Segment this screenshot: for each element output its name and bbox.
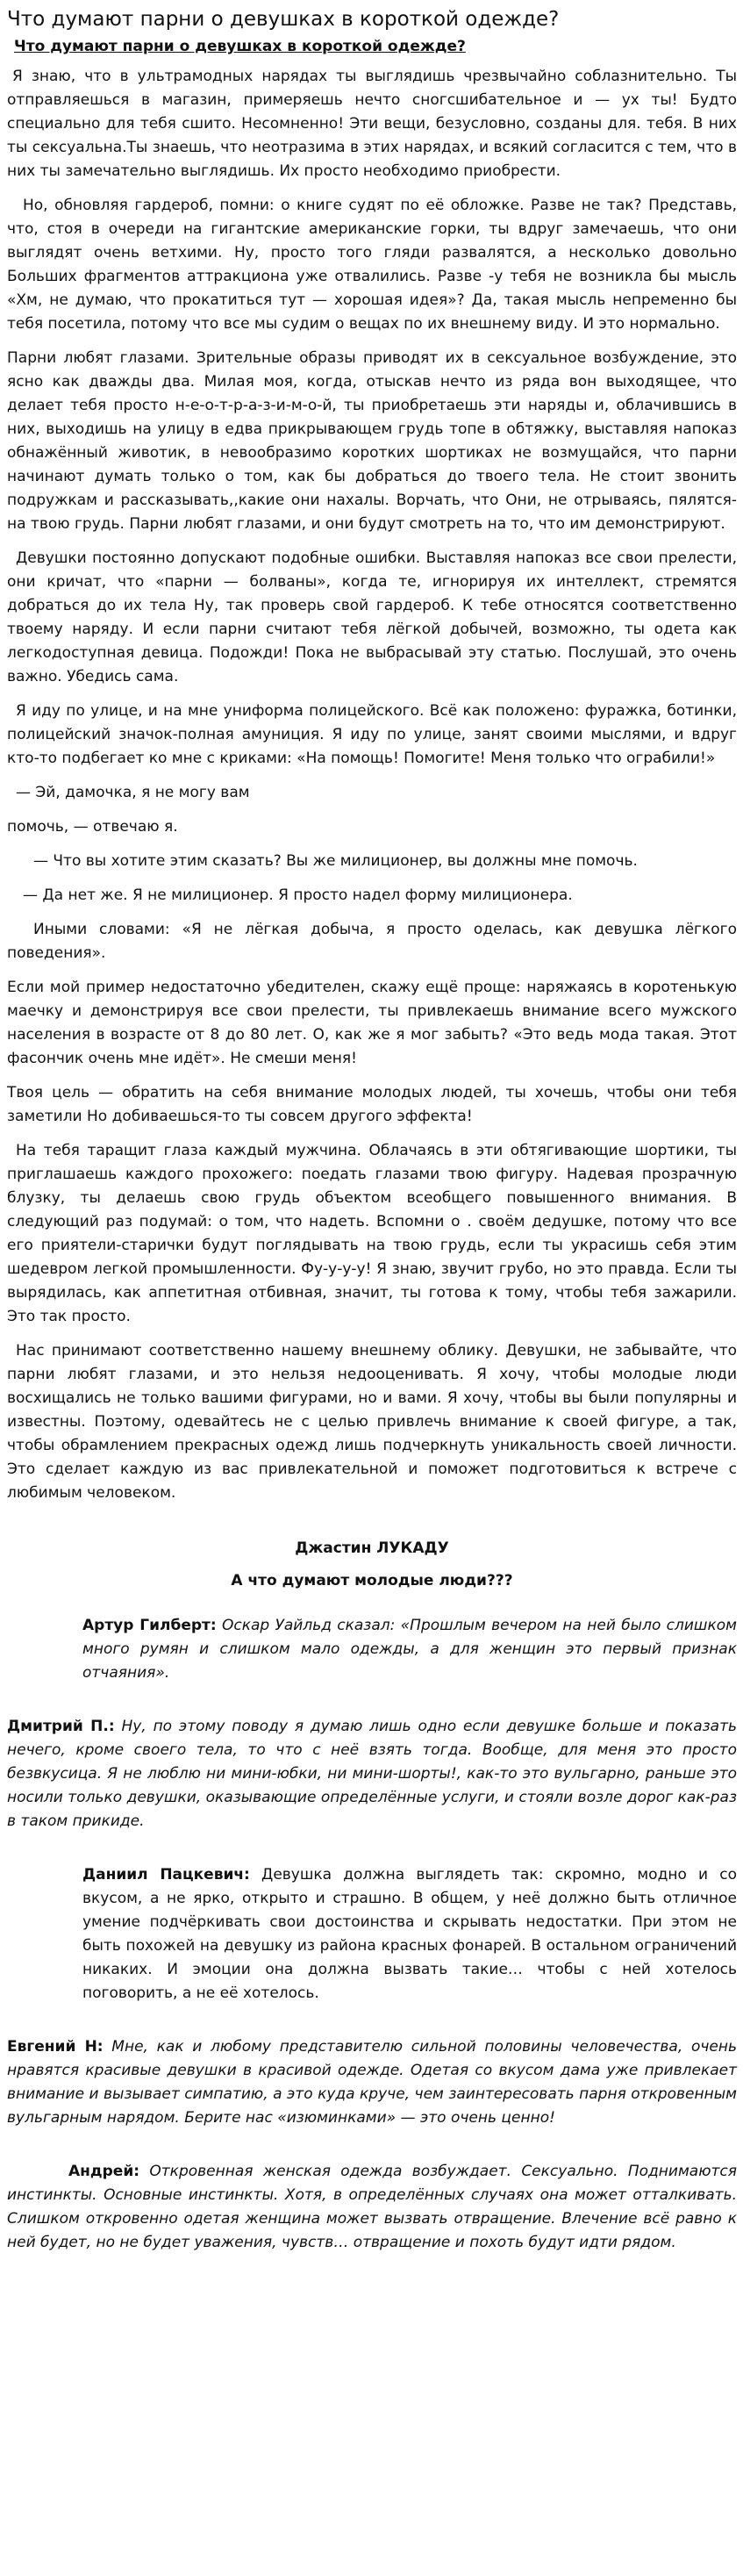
paragraph: Я иду по улице, и на мне униформа полицейского. Всё как положено: фуражка, ботинки, полицейский значок-полная амуниция. Я иду по улице, занят своими мыслями, и вдруг кто-то подбегает ко мне с криками: «На помощь! Помогите! Меня только что ограбили!»	[7, 702, 737, 767]
opinion-author: Дмитрий П.:	[7, 1718, 115, 1735]
article-page	[7, 0, 737, 2285]
paragraph: Если мой пример недостаточно убедителен, скажу ещё проще: наряжаясь в коротенькую маечку и демонстрируя все свои прелести, ты привлекаешь внимание всего мужского населения в возрасте от 8 до 80 лет. О, как же я мог забыть? «Это ведь мода такая. Этот фасончик очень мне идёт». Не смеши меня!	[7, 979, 737, 1067]
paragraph: На тебя таращит глаза каждый мужчина. Облачаясь в эти обтягивающие шортики, ты приглашаешь каждого прохожего: поедать глазами твою фигуру. Надевая прозрачную блузку, ты делаешь свою грудь объектом всеобщего повышенного внимания. В следующий раз подумай: о том, что надеть. Вспомни о . своём дедушке, потому что все его приятели-старички будут поглядывать на твою грудь, если ты украсишь себя этим шедевром легкой промышленности. Фу-у-у-у! Я знаю, звучит грубо, но это правда. Если ты вырядилась, как аппетитная отбивная, значит, ты готова к тому, чтобы тебя зажарили. Это так просто.	[7, 1142, 737, 1325]
opinion-text: Ну, по этому поводу я думаю лишь одно если девушке больше и показать нечего, кроме своего тела, то что с неё взять тогда. Вообще, для меня это просто безвкусица. Я не люблю ни мини-юбки, ни мини-шорты!, как-то это вульгарно, раньше это носили только девушки, оказывающие определённые услуги, и стояли возле дорог как-раз в таком прикиде.	[7, 1718, 738, 1830]
opinion-item	[7, 1614, 737, 1685]
dialogue-line: помочь, — отвечаю я.	[7, 818, 178, 836]
opinion-text: Мне, как и любому представителю сильной половины человечества, очень нравятся красивые девушки в красивой одежде. Одетая со вкусом дама уже привлекает внимание и вызывает симпатию, а это куда круче, чем заинтересовать парня откровенным вульгарным нарядом. Берите нас «изюминками» — это очень ценно!	[7, 2038, 737, 2127]
dialogue-line: — Что вы хотите этим сказать? Вы же милиционер, вы должны мне помочь.	[33, 852, 638, 870]
dialogue-line: — Да нет же. Я не милиционер. Я просто надел форму милиционера.	[23, 886, 573, 904]
section-heading: А что думают молодые люди???	[231, 1572, 513, 1589]
article-author: Джастин ЛУКАДУ	[295, 1539, 449, 1557]
opinion-author: Евгений Н:	[7, 2038, 104, 2056]
opinion-item	[7, 2035, 737, 2130]
opinion-author: Даниил Пацкевич:	[82, 1866, 250, 1884]
opinion-text: Откровенная женская одежда возбуждает. Сексуально. Поднимаются инстинкты. Основные инстинкты. Хотя, в определённых случаях она может отталкивать. Слишком откровенно одетая женщина может вызвать отвращение. Влечение всё равно к ней будет, но не будет уважения, чувств… отвращение и похоть будут идти рядом.	[7, 2163, 737, 2251]
paragraph: Девушки постоянно допускают подобные ошибки. Выставляя напоказ все свои прелести, они кричат, что «парни — болваны», когда те, игнорируя их интеллект, стремятся добраться до их тела Ну, так проверь свой гардероб. К тебе относятся соответственно твоему наряду. И если парни считают тебя лёгкой добычей, возможно, ты одета как легкодоступная девица. Подожди! Пока не выбрасывай эту статью. Послушай, это очень важно. Убедись сама.	[7, 549, 737, 685]
article-subtitle: Что думают парни о девушках в короткой одежде?	[14, 38, 466, 55]
opinion-item	[7, 1863, 737, 2006]
paragraph: Иными словами: «Я не лёгкая добыча, я просто оделась, как девушка лёгкого поведения».	[7, 921, 737, 962]
opinion-item	[7, 2160, 737, 2255]
opinion-author: Артур Гилберт:	[82, 1617, 217, 1634]
paragraph: Нас принимают соответственно нашему внешнему облику. Девушки, не забывайте, что парни любят глазами, и это нельзя недооценивать. Я хочу, чтобы молодые люди восхищались не только вашими фигурами, но и вами. Я хочу, чтобы вы были популярны и известны. Поэтому, одевайтесь не с целью привлечь внимание к своей фигуре, а так, чтобы обрамлением прекрасных одежд лишь подчеркнуть уникальность своей личности. Это сделает каждую из вас привлекательной и поможет подготовиться к встрече с любимым человеком.	[7, 1342, 737, 1502]
paragraph: Твоя цель — обратить на себя внимание молодых людей, ты хочешь, чтобы они тебя заметили Но добиваешься-то ты совсем другого эффекта!	[7, 1084, 737, 1125]
opinion-text: Оскар Уайльд сказал: «Прошлым вечером на ней было слишком много румян и слишком мало одежды, а для женщин это первый признак отчаяния».	[82, 1617, 737, 1682]
opinion-author: Андрей:	[68, 2163, 140, 2180]
dialogue-line: — Эй, дамочка, я не могу вам	[16, 784, 250, 801]
paragraph: Парни любят глазами. Зрительные образы приводят их в сексуальное возбуждение, это ясно как дважды два. Милая моя, когда, отыскав нечто из ряда вон выходящее, что делает тебя просто н-е-о-т-р-а-з-и-м-о-й, ты приобретаешь эти наряды и, облачившись в них, выходишь на улицу в едва прикрывающем грудь топе в обтяжку, выставляя напоказ обнажённый животик, в невообразимо коротких шортиках не возмущайся, что парни начинают думать только о том, как бы добраться до твоего тела. Не стоит звонить подружкам и рассказывать,,какие они нахалы. Ворчать, что Они, не отрываясь, пялятся- на твою грудь. Парни любят глазами, и они будут смотреть на то, что им демонстрируют.	[7, 349, 737, 533]
paragraph: Но, обновляя гардероб, помни: о книге судят по её обложке. Разве не так? Представь, что, стоя в очереди на гигантские американские горки, ты вдруг замечаешь, что они выглядят очень ветхими. Ну, просто того гляди развалятся, а несколько довольно Больших фрагментов аттракциона уже отвалились. Разве -у тебя не возникла бы мысль «Хм, не думаю, что прокатиться тут — хорошая идея»? Да, такая мысль непременно бы тебя посетила, потому что все мы судим о вещах по их внешнему виду. И это нормально.	[7, 197, 737, 333]
paragraph: Я знаю, что в ультрамодных нарядах ты выглядишь чрезвычайно соблазнительно. Ты отправляешься в магазин, примеряешь нечто сногсшибательное и — ух ты! Будто специально для тебя сшито. Несомненно! Эти вещи, безусловно, созданы для. тебя. В них ты сексуальна.Ты знаешь, что неотразима в этих нарядах, и всякий согласится с тем, что в них ты замечательно выглядишь. Их просто необходимо приобрести.	[7, 68, 737, 180]
page-title: Что думают парни о девушках в короткой одежде?	[7, 8, 560, 31]
opinion-text: Девушка должна выглядеть так: скромно, модно и со вкусом, а не ярко, открыто и страшно. В общем, у неё должно быть отличное умение подчёркивать свои достоинства и скрывать недостатки. При этом не быть похожей на девушку из района красных фонарей. В остальном ограничений никаких. И эмоции она должна вызвать такие… чтобы с ней хотелось поговорить, а не её хотелось.	[82, 1866, 738, 2002]
opinion-item	[7, 1715, 737, 1833]
